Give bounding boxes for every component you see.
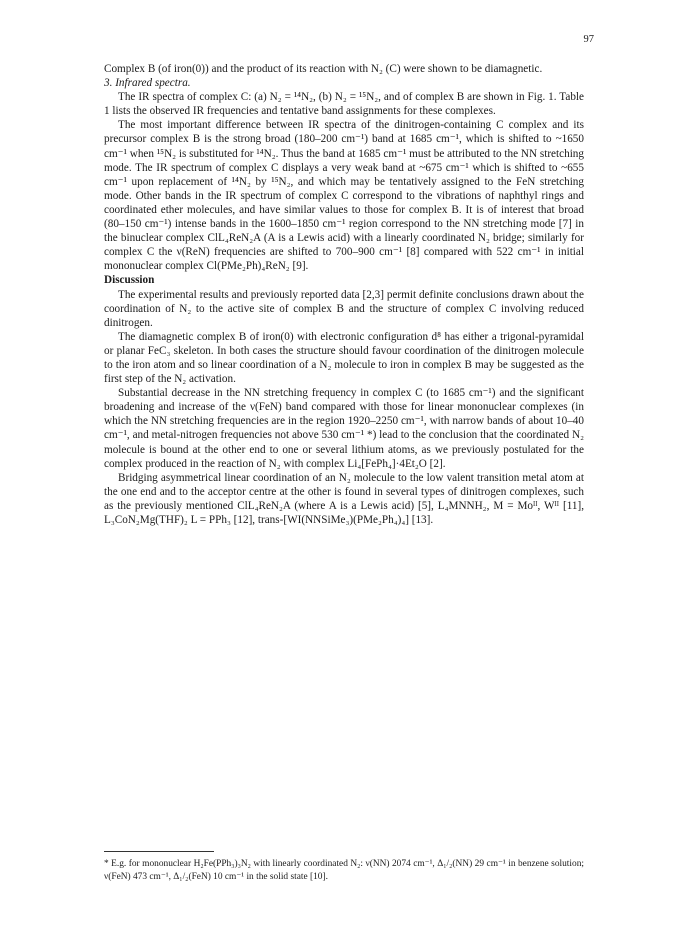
article-body [104, 62, 584, 527]
page-number: 97 [583, 34, 594, 45]
paragraph-intro: Complex B (of iron(0)) and the product of its reaction with N₂ (C) were shown to be diamagnetic. [104, 63, 543, 75]
paragraph-discussion-1: The experimental results and previously reported data [2,3] permit definite conclusions drawn about the coordination of N₂ to the active site of complex B and the structure of complex C involving reduced dinitrogen. [104, 288, 584, 329]
paragraph-ir-spectra-1: The IR spectra of complex C: (a) N₂ = ¹⁴N₂, (b) N₂ = ¹⁵N₂, and of complex B are shown in Fig. 1. Table 1 lists the observed IR frequencies and tentative band assignments for these complexes. [104, 91, 584, 118]
subheading-infrared-spectra: 3. Infrared spectra. [104, 77, 191, 90]
footnote [104, 851, 584, 883]
section-heading-discussion: Discussion [104, 274, 155, 287]
paragraph-discussion-4: Bridging asymmetrical linear coordination of an N₂ molecule to the low valent transition metal atom at the one end and to the acceptor centre at the other is found in several types of dinitrogen complexes, such as the previously mentioned ClL₄ReN₂A (where A is a Lewis acid) [5], L₄MNNH₂, M = Moᴵᴵ, Wᴵᴵ [11], L₃CoN₂Mg(THF)₂ L = PPh₃ [12], trans-[WI(NNSiMe₃)(PMe₂Ph₄)₄] [13]. [104, 471, 584, 526]
paragraph-discussion-2: The diamagnetic complex B of iron(0) with electronic configuration d⁸ has either a trigonal-pyramidal or planar FeC₃ skeleton. In both cases the structure should favour coordination of the dinitrogen molecule to the iron atom and so linear coordination of a N₂ molecule to iron in complex B may be suggested as the first step of the N₂ activation. [104, 330, 584, 386]
paragraph-discussion-3: Substantial decrease in the NN stretching frequency in complex C (to 1685 cm⁻¹) and the significant broadening and increase of the ν(FeN) band compared with those for linear mononuclear complexes (in which the NN stretching frequencies are in the region 1920–2250 cm⁻¹, with narrow bands of about 10–40 cm⁻¹, and metal-nitrogen frequencies not above 530 cm⁻¹ *) lead to the conclusion that the coordinated N₂ molecule is bound at the other end to one or several lithium atoms, as we previously postulated for the complex produced in the reaction of N₂ with complex Li₄[FePh₄]·4Et₂O [2]. [104, 387, 584, 470]
footnote-rule [104, 851, 214, 852]
paragraph-ir-spectra-2: The most important difference between IR spectra of the dinitrogen-containing C complex and its precursor complex B is the strong broad (180–200 cm⁻¹) band at 1685 cm⁻¹, which is shifted to ~1650 cm⁻¹ when ¹⁵N₂ is substituted for ¹⁴N₂. Thus the band at 1685 cm⁻¹ must be attributed to the NN stretching mode. The IR spectrum of complex C displays a very weak band at ~675 cm⁻¹ which is shifted to ~655 cm⁻¹ upon replacement of ¹⁴N₂ by ¹⁵N₂, and which may be tentatively assigned to the FeN stretching mode. Other bands in the IR spectrum of complex C correspond to the vibrations of naphthyl rings and coordinated ether molecules, and have similar values to those for complex B. It is of interest that broad (80–150 cm⁻¹) intense bands in the 1600–1850 cm⁻¹ region correspond to the NN stretching mode [7] in the binuclear complex ClL₄ReN₂A (A is a Lewis acid) with a linearly coordinated N₂ bridge; similarly for complex C the ν(ReN) frequencies are shifted to 700–900 cm⁻¹ [8] compared with 522 cm⁻¹ in initial mononuclear complex Cl(PMe₂Ph)₄ReN₂ [9]. [104, 119, 584, 273]
footnote-text: * E.g. for mononuclear H₂Fe(PPh₃)₃N₂ with linearly coordinated N₂: ν(NN) 2074 cm⁻¹, Δ₁/₂(NN) 29 cm⁻¹ in benzene solution; ν(FeN) 473 cm⁻¹, Δ₁/₂(FeN) 10 cm⁻¹ in the solid state [10]. [104, 859, 584, 882]
